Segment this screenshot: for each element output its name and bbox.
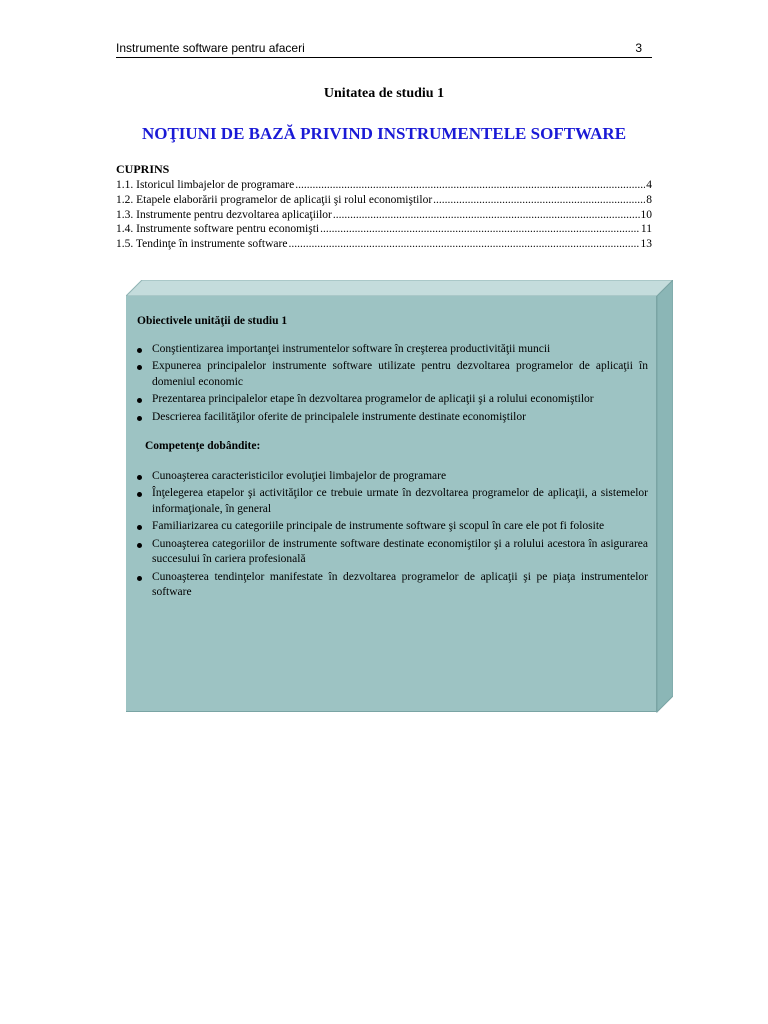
box-top-face xyxy=(126,280,673,296)
toc-entry[interactable] xyxy=(116,178,652,193)
toc-leader xyxy=(333,208,640,223)
competences-heading: Competenţe dobândite: xyxy=(145,440,261,452)
toc-leader xyxy=(320,222,640,237)
toc-entry[interactable] xyxy=(116,193,652,208)
competence-item: Cunoaşterea tendinţelor manifestate în dezvoltarea programelor de aplicaţii şi pe piaţa instrumentelor software xyxy=(136,570,648,601)
toc-entry-label: 1.3. Instrumente pentru dezvoltarea aplicaţiilor xyxy=(116,208,332,221)
toc-entry-page: 13 xyxy=(640,238,652,251)
box-front-face xyxy=(126,296,657,712)
objective-item: Prezentarea principalelor etape în dezvoltarea programelor de aplicaţii şi a rolului economiştilor xyxy=(136,392,648,408)
running-header-title: Instrumente software pentru afaceri xyxy=(116,41,305,55)
toc-leader xyxy=(295,178,645,193)
toc-entry[interactable] xyxy=(116,222,652,237)
toc-entry-page: 11 xyxy=(640,223,652,236)
box-side-face xyxy=(657,280,673,712)
toc-entry[interactable] xyxy=(116,208,652,223)
objective-item: Descrierea facilităţilor oferite de principalele instrumente destinate economiştilor xyxy=(136,410,648,426)
toc-entry-page: 8 xyxy=(646,193,652,206)
toc-entry-label: 1.5. Tendinţe în instrumente software xyxy=(116,238,288,251)
page-number: 3 xyxy=(635,41,642,55)
chapter-title: NOŢIUNI DE BAZĂ PRIVIND INSTRUMENTELE SOFTWARE xyxy=(141,124,627,143)
toc-entry-label: 1.1. Istoricul limbajelor de programare xyxy=(116,179,295,191)
toc-leader xyxy=(433,193,645,208)
objectives-list xyxy=(136,342,648,426)
objective-item: Expunerea principalelor instrumente software utilizate pentru dezvoltarea programelor de aplicaţii în domeniul economic xyxy=(136,359,648,390)
objective-item: Conştientizarea importanţei instrumentelor software în creşterea productivităţii muncii xyxy=(136,342,648,358)
toc-entry-page: 10 xyxy=(640,208,652,221)
toc-entry-page: 4 xyxy=(646,179,652,191)
competence-item: Cunoaşterea categoriilor de instrumente software destinate economiştilor şi a rolului acestora în asigurarea succesului în cariera profesională xyxy=(136,537,648,568)
toc-entry-label: 1.4. Instrumente software pentru economişti xyxy=(116,223,320,236)
toc-heading: CUPRINS xyxy=(116,162,170,176)
toc-leader xyxy=(288,237,639,252)
competence-item: Înţelegerea etapelor şi activităţilor ce trebuie urmate în dezvoltarea programelor de aplicaţii, a sistemelor informaţionale, în general xyxy=(136,486,648,517)
toc-entry-label: 1.2. Etapele elaborării programelor de aplicaţii şi rolul economiştilor xyxy=(116,193,433,206)
competence-item: Familiarizarea cu categoriile principale de instrumente software şi scopul în care ele pot fi folosite xyxy=(136,519,648,535)
objectives-box xyxy=(126,280,673,713)
running-header xyxy=(116,41,652,58)
competences-list xyxy=(136,469,648,601)
objectives-heading: Obiectivele unităţii de studiu 1 xyxy=(137,315,288,327)
competence-item: Cunoaşterea caracteristicilor evoluţiei limbajelor de programare xyxy=(136,469,648,485)
toc-entry[interactable] xyxy=(116,237,652,252)
unit-title: Unitatea de studiu 1 xyxy=(323,86,445,101)
box-content xyxy=(136,314,648,603)
table-of-contents xyxy=(116,162,652,252)
